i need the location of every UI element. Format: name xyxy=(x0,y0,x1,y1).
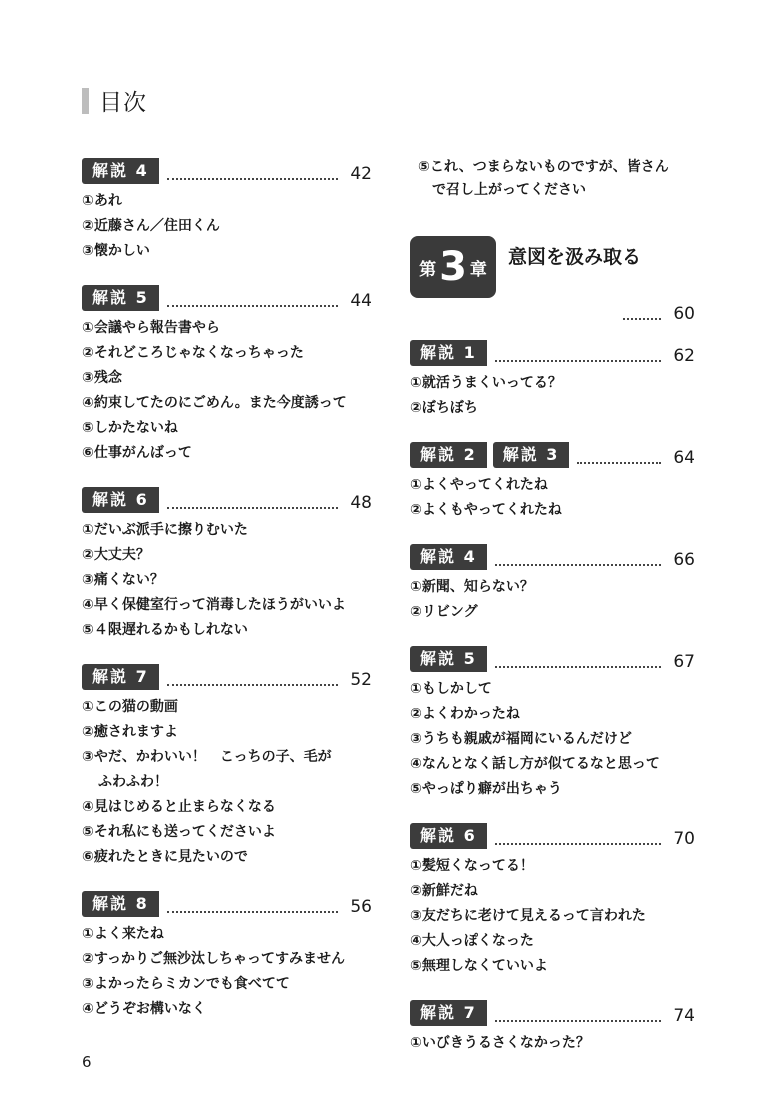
section-page: 62 xyxy=(673,346,695,366)
list-item: ①だいぶ派手に擦りむいた xyxy=(82,522,248,538)
list-item: ⑤無理しなくていいよ xyxy=(410,958,548,974)
section-label: 解説 1 xyxy=(410,340,487,366)
list-item: ③痛くない？ xyxy=(82,572,164,588)
section-page: 42 xyxy=(350,164,372,184)
leader-dots xyxy=(495,564,661,566)
leader-dots xyxy=(577,462,661,464)
list-item: ③残念 xyxy=(82,370,122,386)
list-item: ①会議やら報告書やら xyxy=(82,320,220,336)
section-label: 解説 5 xyxy=(82,285,159,311)
item-list xyxy=(410,1031,695,1056)
section-label: 解説 2 xyxy=(410,442,487,468)
item-list xyxy=(410,854,695,979)
section-header[interactable] xyxy=(410,440,695,468)
carryover-line: ⑤これ、つまらないものですが、皆さん xyxy=(418,159,669,175)
list-item: ①よくやってくれたね xyxy=(410,477,548,493)
section-header[interactable] xyxy=(410,821,695,849)
section-header[interactable] xyxy=(410,338,695,366)
list-item: ②癒されますよ xyxy=(82,724,178,740)
section-label: 解説 7 xyxy=(410,1000,487,1026)
section-page: 67 xyxy=(673,652,695,672)
toc-section xyxy=(82,889,372,1022)
list-item: ①もしかして xyxy=(410,681,492,697)
section-label: 解説 7 xyxy=(82,664,159,690)
item-list xyxy=(82,316,372,466)
item-list xyxy=(410,677,695,802)
list-item: ④なんとなく話し方が似てるなと思って xyxy=(410,756,660,772)
list-item: ④早く保健室行って消毒したほうがいいよ xyxy=(82,597,346,613)
toc-section xyxy=(410,542,695,625)
list-item: ③友だちに老けて見えるって言われた xyxy=(410,908,646,924)
leader-dots xyxy=(167,684,338,686)
toc-heading xyxy=(82,84,147,117)
list-item: ⑥仕事がんばって xyxy=(82,445,192,461)
chapter-suffix: 章 xyxy=(469,259,487,280)
list-item: ⑥疲れたときに見たいので xyxy=(82,849,248,865)
carryover-item xyxy=(418,156,695,202)
leader-dots xyxy=(167,178,338,180)
list-item: ④どうぞお構いなく xyxy=(82,1001,206,1017)
list-item: ②ぼちぼち xyxy=(410,400,478,416)
section-page: 48 xyxy=(350,493,372,513)
list-item: ④約束してたのにごめん。また今度誘って xyxy=(82,395,347,411)
toc-section xyxy=(410,644,695,802)
list-item: ②それどころじゃなくなっちゃった xyxy=(82,345,304,361)
section-label: 解説 6 xyxy=(410,823,487,849)
toc-section xyxy=(410,440,695,523)
section-label: 解説 4 xyxy=(82,158,159,184)
item-list xyxy=(410,371,695,421)
section-label: 解説 8 xyxy=(82,891,159,917)
chapter-prefix: 第 xyxy=(419,259,437,280)
chapter-badge xyxy=(410,236,496,298)
carryover-line-continuation: で召し上がってください xyxy=(432,182,586,198)
list-item: ③うちも親戚が福岡にいるんだけど xyxy=(410,731,632,747)
section-page: 44 xyxy=(350,291,372,311)
heading-bar xyxy=(82,88,89,114)
list-item: ②大丈夫？ xyxy=(82,547,150,563)
section-page: 52 xyxy=(350,670,372,690)
list-item: ⑤４限遅れるかもしれない xyxy=(82,622,248,638)
section-header[interactable] xyxy=(82,662,372,690)
list-item: ⑤しかたないね xyxy=(82,420,178,436)
list-item: ①この猫の動画 xyxy=(82,699,178,715)
leader-dots xyxy=(167,911,338,913)
toc-section xyxy=(82,485,372,643)
list-item: ⑤やっぱり癖が出ちゃう xyxy=(410,781,562,797)
toc-section xyxy=(82,283,372,466)
leader-dots xyxy=(495,360,661,362)
list-item: ①髪短くなってる！ xyxy=(410,858,534,874)
list-item: ①よく来たね xyxy=(82,926,164,942)
chapter-title: 意図を汲み取る xyxy=(508,246,642,268)
list-item: ①あれ xyxy=(82,193,122,209)
list-item: ③やだ、かわいい！ こっちの子、毛が xyxy=(82,749,332,765)
toc-right-column xyxy=(410,156,695,1075)
leader-dots xyxy=(167,305,338,307)
list-item: ①就活うまくいってる？ xyxy=(410,375,562,391)
item-list xyxy=(82,518,372,643)
list-item: ②リビング xyxy=(410,604,478,620)
section-header[interactable] xyxy=(82,156,372,184)
section-page: 70 xyxy=(673,829,695,849)
leader-dots xyxy=(623,318,661,320)
section-page: 74 xyxy=(673,1006,695,1026)
section-label: 解説 3 xyxy=(493,442,570,468)
page-title: 目次 xyxy=(99,90,147,116)
list-item: ③よかったらミカンでも食べてて xyxy=(82,976,290,992)
toc-section xyxy=(82,662,372,870)
list-item: ②すっかりご無沙汰しちゃってすみません xyxy=(82,951,346,967)
list-item: ②新鮮だね xyxy=(410,883,478,899)
list-item: ⑤それ私にも送ってくださいよ xyxy=(82,824,276,840)
list-item: ②よくわかったね xyxy=(410,706,520,722)
section-label: 解説 5 xyxy=(410,646,487,672)
list-item: ①新聞、知らない？ xyxy=(410,579,534,595)
list-item-continuation: ふわふわ！ xyxy=(98,774,168,790)
list-item: ①いびきうるさくなかった？ xyxy=(410,1035,590,1051)
item-list xyxy=(82,695,372,870)
leader-dots xyxy=(167,507,338,509)
chapter-heading[interactable] xyxy=(410,236,695,298)
list-item: ②よくもやってくれたね xyxy=(410,502,562,518)
list-item: ②近藤さん／住田くん xyxy=(82,218,220,234)
chapter-number: 3 xyxy=(439,244,467,290)
toc-section xyxy=(410,821,695,979)
leader-dots xyxy=(495,1020,661,1022)
item-list xyxy=(410,473,695,523)
section-header[interactable] xyxy=(410,542,695,570)
section-page: 66 xyxy=(673,550,695,570)
section-label: 解説 4 xyxy=(410,544,487,570)
leader-dots xyxy=(495,843,661,845)
section-header[interactable] xyxy=(410,644,695,672)
section-header[interactable] xyxy=(82,485,372,513)
toc-section xyxy=(82,156,372,264)
section-label: 解説 6 xyxy=(82,487,159,513)
chapter-page: 60 xyxy=(673,304,695,324)
toc-section xyxy=(410,338,695,421)
page-number: 6 xyxy=(82,1053,92,1071)
item-list xyxy=(82,189,372,264)
section-page: 64 xyxy=(673,448,695,468)
list-item: ④大人っぽくなった xyxy=(410,933,534,949)
section-header[interactable] xyxy=(410,998,695,1026)
list-item: ④見はじめると止まらなくなる xyxy=(82,799,276,815)
section-page: 56 xyxy=(350,897,372,917)
toc-left-column xyxy=(82,156,372,1041)
section-header[interactable] xyxy=(82,283,372,311)
item-list xyxy=(82,922,372,1022)
chapter-page-row xyxy=(410,304,695,324)
toc-section xyxy=(410,998,695,1056)
list-item: ③懐かしい xyxy=(82,243,150,259)
section-header[interactable] xyxy=(82,889,372,917)
leader-dots xyxy=(495,666,661,668)
item-list xyxy=(410,575,695,625)
